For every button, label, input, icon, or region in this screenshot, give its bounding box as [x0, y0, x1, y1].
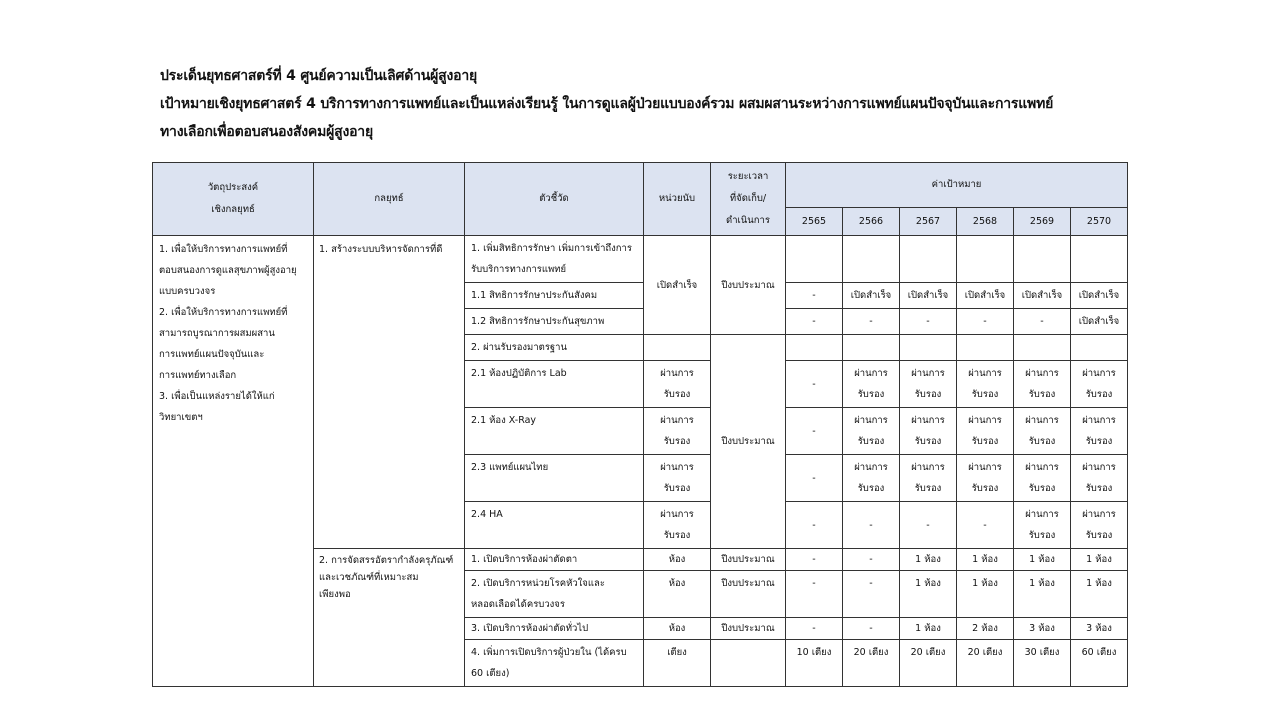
- target-cell: -: [900, 502, 957, 549]
- target-cell: 2 ห้อง: [957, 618, 1014, 640]
- target-cell: ผ่านการ รับรอง: [900, 361, 957, 408]
- target-cell: [843, 236, 900, 283]
- target-cell: ผ่านการ รับรอง: [957, 455, 1014, 502]
- header-period: ระยะเวลา ที่จัดเก็บ/ ดำเนินการ: [711, 163, 786, 236]
- strategy-plan-table: [152, 162, 1128, 687]
- header-year: 2566: [843, 208, 900, 236]
- target-cell: ผ่านการ รับรอง: [900, 408, 957, 455]
- target-cell: -: [843, 618, 900, 640]
- target-cell: 3 ห้อง: [1014, 618, 1071, 640]
- target-cell: เปิดสำเร็จ: [957, 283, 1014, 309]
- unit-cell: เตียง: [644, 640, 711, 687]
- target-cell: -: [786, 408, 843, 455]
- target-cell: ผ่านการ รับรอง: [1071, 408, 1128, 455]
- target-cell: 1 ห้อง: [900, 549, 957, 571]
- indicator-cell: 2.3 แพทย์แผนไทย: [465, 455, 644, 502]
- target-cell: -: [843, 309, 900, 335]
- target-cell: ผ่านการ รับรอง: [1014, 502, 1071, 549]
- header-year: 2567: [900, 208, 957, 236]
- indicator-cell: 1. เพิ่มสิทธิการรักษา เพิ่มการเข้าถึงการ รับบริการทางการแพทย์: [465, 236, 644, 283]
- indicator-cell: 4. เพิ่มการเปิดบริการผู้ป่วยใน (ได้ครบ 60 เตียง): [465, 640, 644, 687]
- target-cell: -: [843, 502, 900, 549]
- period-cell: ปีงบประมาณ: [711, 236, 786, 335]
- indicator-cell: 1.1 สิทธิการรักษาประกันสังคม: [465, 283, 644, 309]
- strategy-cell: 1. สร้างระบบบริหารจัดการที่ดี: [314, 236, 465, 549]
- period-cell: ปีงบประมาณ: [711, 549, 786, 571]
- period-cell: ปีงบประมาณ: [711, 335, 786, 549]
- target-cell: 1 ห้อง: [1071, 571, 1128, 618]
- period-cell: ปีงบประมาณ: [711, 571, 786, 618]
- target-cell: [1071, 335, 1128, 361]
- target-cell: [786, 335, 843, 361]
- indicator-cell: 2.4 HA: [465, 502, 644, 549]
- period-cell: [711, 640, 786, 687]
- indicator-cell: 2.1 ห้องปฏิบัติการ Lab: [465, 361, 644, 408]
- target-cell: -: [900, 309, 957, 335]
- unit-cell: ห้อง: [644, 618, 711, 640]
- target-cell: [957, 335, 1014, 361]
- target-cell: 1 ห้อง: [1071, 549, 1128, 571]
- indicator-cell: 1. เปิดบริการห้องผ่าตัดตา: [465, 549, 644, 571]
- target-cell: [1014, 236, 1071, 283]
- target-cell: ผ่านการ รับรอง: [1071, 361, 1128, 408]
- header-targets: ค่าเป้าหมาย: [786, 163, 1128, 208]
- strategy-cell: 2. การจัดสรรอัตรากำลังครุภัณฑ์ และเวชภัณฑ์ที่เหมาะสม เพียงพอ: [314, 549, 465, 687]
- indicator-cell: 2. เปิดบริการหน่วยโรคหัวใจและ หลอดเลือดได้ครบวงจร: [465, 571, 644, 618]
- target-cell: 20 เตียง: [843, 640, 900, 687]
- target-cell: 1 ห้อง: [900, 618, 957, 640]
- target-cell: -: [786, 361, 843, 408]
- target-cell: ผ่านการ รับรอง: [1014, 408, 1071, 455]
- target-cell: ผ่านการ รับรอง: [843, 361, 900, 408]
- target-cell: เปิดสำเร็จ: [843, 283, 900, 309]
- strategic-goal-line-2: ทางเลือกเพื่อตอบสนองสังคมผู้สูงอายุ: [160, 124, 373, 140]
- target-cell: 1 ห้อง: [900, 571, 957, 618]
- header-year: 2565: [786, 208, 843, 236]
- target-cell: ผ่านการ รับรอง: [1071, 502, 1128, 549]
- indicator-cell: 1.2 สิทธิการรักษาประกันสุขภาพ: [465, 309, 644, 335]
- header-objective: วัตถุประสงค์ เชิงกลยุทธ์: [153, 163, 314, 236]
- target-cell: 20 เตียง: [957, 640, 1014, 687]
- target-cell: 1 ห้อง: [957, 571, 1014, 618]
- unit-cell: ผ่านการ รับรอง: [644, 361, 711, 408]
- period-cell: ปีงบประมาณ: [711, 618, 786, 640]
- target-cell: -: [786, 618, 843, 640]
- target-cell: เปิดสำเร็จ: [900, 283, 957, 309]
- target-cell: เปิดสำเร็จ: [1014, 283, 1071, 309]
- unit-cell: ผ่านการ รับรอง: [644, 455, 711, 502]
- objectives-cell: 1. เพื่อให้บริการทางการแพทย์ที่ ตอบสนองการดูแลสุขภาพผู้สูงอายุ แบบครบวงจร 2. เพื่อให้บริการทางการแพทย์ที่ สามารถบูรณาการผสมผสาน การแพทย์แผนปัจจุบันและ การแพทย์ทางเลือก 3. เพื่อเป็นแหล่งรายได้ให้แก่ วิทยาเขตฯ: [153, 236, 314, 687]
- header-year: 2568: [957, 208, 1014, 236]
- target-cell: เปิดสำเร็จ: [1071, 283, 1128, 309]
- target-cell: [900, 335, 957, 361]
- header-strategy: กลยุทธ์: [314, 163, 465, 236]
- strategic-goal-line-1: เป้าหมายเชิงยุทธศาสตร์ 4 บริการทางการแพทย์และเป็นแหล่งเรียนรู้ ในการดูแลผู้ป่วยแบบองค์รวม ผสมผสานระหว่างการแพทย์แผนปัจจุบันและการแพทย์: [160, 96, 1054, 112]
- strategic-issue-title: ประเด็นยุทธศาสตร์ที่ 4 ศูนย์ความเป็นเลิศด้านผู้สูงอายุ: [160, 68, 478, 84]
- target-cell: -: [786, 455, 843, 502]
- target-cell: ผ่านการ รับรอง: [1014, 361, 1071, 408]
- target-cell: -: [843, 571, 900, 618]
- header-year: 2570: [1071, 208, 1128, 236]
- target-cell: -: [786, 283, 843, 309]
- target-cell: [957, 236, 1014, 283]
- indicator-cell: 3. เปิดบริการห้องผ่าตัดทั่วไป: [465, 618, 644, 640]
- target-cell: -: [786, 309, 843, 335]
- target-cell: 60 เตียง: [1071, 640, 1128, 687]
- target-cell: 3 ห้อง: [1071, 618, 1128, 640]
- target-cell: -: [1014, 309, 1071, 335]
- target-cell: ผ่านการ รับรอง: [843, 408, 900, 455]
- target-cell: [1014, 335, 1071, 361]
- target-cell: -: [957, 309, 1014, 335]
- target-cell: 30 เตียง: [1014, 640, 1071, 687]
- indicator-cell: 2. ผ่านรับรองมาตรฐาน: [465, 335, 644, 361]
- header-unit: หน่วยนับ: [644, 163, 711, 236]
- target-cell: ผ่านการ รับรอง: [900, 455, 957, 502]
- target-cell: 20 เตียง: [900, 640, 957, 687]
- unit-cell: ผ่านการ รับรอง: [644, 502, 711, 549]
- unit-cell: ห้อง: [644, 571, 711, 618]
- target-cell: ผ่านการ รับรอง: [1071, 455, 1128, 502]
- target-cell: -: [786, 571, 843, 618]
- table-row: [153, 236, 1128, 283]
- target-cell: 1 ห้อง: [957, 549, 1014, 571]
- target-cell: ผ่านการ รับรอง: [957, 361, 1014, 408]
- unit-cell: [644, 335, 711, 361]
- target-cell: เปิดสำเร็จ: [1071, 309, 1128, 335]
- target-cell: 1 ห้อง: [1014, 549, 1071, 571]
- target-cell: ผ่านการ รับรอง: [957, 408, 1014, 455]
- target-cell: 1 ห้อง: [1014, 571, 1071, 618]
- target-cell: -: [843, 549, 900, 571]
- target-cell: -: [786, 502, 843, 549]
- target-cell: ผ่านการ รับรอง: [1014, 455, 1071, 502]
- target-cell: [843, 335, 900, 361]
- target-cell: [900, 236, 957, 283]
- target-cell: -: [957, 502, 1014, 549]
- target-cell: ผ่านการ รับรอง: [843, 455, 900, 502]
- target-cell: [786, 236, 843, 283]
- target-cell: -: [786, 549, 843, 571]
- header-year: 2569: [1014, 208, 1071, 236]
- unit-cell: ห้อง: [644, 549, 711, 571]
- header-indicator: ตัวชี้วัด: [465, 163, 644, 236]
- indicator-cell: 2.1 ห้อง X-Ray: [465, 408, 644, 455]
- target-cell: [1071, 236, 1128, 283]
- unit-cell: เปิดสำเร็จ: [644, 236, 711, 335]
- target-cell: 10 เตียง: [786, 640, 843, 687]
- unit-cell: ผ่านการ รับรอง: [644, 408, 711, 455]
